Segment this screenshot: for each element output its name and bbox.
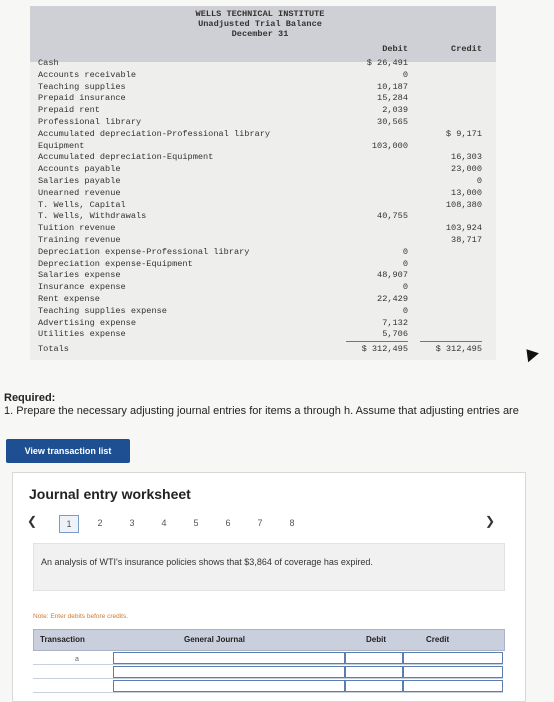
account-name: Salaries payable bbox=[38, 176, 121, 186]
page-tab-3[interactable]: 3 bbox=[129, 518, 135, 528]
general-journal-column-header: General Journal bbox=[184, 635, 245, 644]
credit-column-header: Credit bbox=[426, 635, 450, 644]
transaction-letter: a bbox=[75, 656, 79, 663]
debit-amount: 7,132 bbox=[382, 317, 408, 328]
debit-amount: 103,000 bbox=[371, 140, 408, 151]
debit-amount: 0 bbox=[402, 69, 408, 80]
account-name: Accumulated depreciation-Equipment bbox=[38, 152, 214, 163]
credit-amount: 38,717 bbox=[451, 235, 482, 245]
credit-amount: $ 9,171 bbox=[445, 128, 482, 139]
required-instructions: 1. Prepare the necessary adjusting journal entries for items a through h. Assume that adjusting entries are bbox=[4, 405, 519, 417]
account-name: Accounts payable bbox=[38, 164, 121, 175]
debits-before-credits-note: Note: Enter debits before credits. bbox=[33, 613, 129, 620]
journal-entry-worksheet bbox=[12, 472, 526, 702]
transaction-description-text: An analysis of WTI's insurance policies shows that $3,864 of coverage has expired. bbox=[41, 557, 373, 567]
account-name: Depreciation expense-Equipment bbox=[38, 258, 193, 269]
page-tab-2[interactable]: 2 bbox=[97, 518, 103, 528]
account-name: Teaching supplies bbox=[38, 81, 126, 92]
totals-debit: $ 312,495 bbox=[361, 344, 408, 354]
credit-amount-field[interactable] bbox=[403, 666, 503, 678]
account-name: T. Wells, Withdrawals bbox=[38, 211, 147, 222]
page-tab-1[interactable]: 1 bbox=[59, 515, 79, 533]
page-tab-7[interactable]: 7 bbox=[257, 518, 263, 528]
credit-amount-field[interactable] bbox=[403, 652, 503, 664]
journal-row bbox=[33, 680, 503, 693]
credit-amount: 13,000 bbox=[451, 187, 482, 198]
worksheet-title: Journal entry worksheet bbox=[29, 486, 191, 502]
debit-amount: 0 bbox=[402, 246, 408, 257]
debit-column-header: Debit bbox=[366, 635, 386, 644]
general-journal-account-field[interactable] bbox=[113, 666, 345, 678]
credit-amount-field[interactable] bbox=[403, 680, 503, 692]
page-tab-6[interactable]: 6 bbox=[225, 518, 231, 528]
account-name: Teaching supplies expense bbox=[38, 305, 167, 316]
view-transaction-list-button[interactable]: View transaction list bbox=[6, 439, 130, 463]
credit-header: Credit bbox=[451, 44, 482, 54]
debit-amount: 0 bbox=[402, 258, 408, 269]
journal-row bbox=[33, 666, 503, 679]
credit-amount: 0 bbox=[476, 176, 482, 186]
account-name: Tuition revenue bbox=[38, 223, 116, 234]
debit-amount: 40,755 bbox=[377, 211, 408, 222]
debit-amount: 22,429 bbox=[377, 294, 408, 304]
totals-label: Totals bbox=[38, 344, 69, 354]
account-name: Prepaid rent bbox=[38, 105, 100, 116]
account-name: Insurance expense bbox=[38, 282, 126, 293]
debit-amount: $ 26,491 bbox=[366, 58, 408, 68]
account-name: Unearned revenue bbox=[38, 187, 121, 198]
mouse-cursor-icon bbox=[521, 345, 539, 362]
general-journal-account-field[interactable] bbox=[113, 652, 345, 664]
debit-amount: 0 bbox=[402, 305, 408, 316]
chevron-left-icon[interactable]: ❮ bbox=[27, 514, 38, 528]
credit-amount: 108,380 bbox=[445, 199, 482, 210]
credit-amount: 103,924 bbox=[445, 223, 482, 234]
journal-table-header bbox=[33, 629, 505, 651]
account-name: Prepaid insurance bbox=[38, 93, 126, 104]
credit-amount: 23,000 bbox=[451, 164, 482, 175]
account-name: Utilities expense bbox=[38, 329, 126, 340]
company-name: WELLS TECHNICAL INSTITUTE bbox=[195, 9, 325, 19]
page-tab-8[interactable]: 8 bbox=[289, 518, 295, 528]
debit-amount: 15,284 bbox=[377, 93, 408, 104]
debit-amount: 10,187 bbox=[377, 81, 408, 92]
account-name: Cash bbox=[38, 58, 59, 68]
account-name: Depreciation expense-Professional library bbox=[38, 246, 250, 257]
worksheet-pager bbox=[27, 515, 497, 531]
account-name: Accumulated depreciation-Professional library bbox=[38, 128, 271, 139]
debit-amount-field[interactable] bbox=[345, 666, 403, 678]
chevron-right-icon[interactable]: ❯ bbox=[485, 514, 496, 528]
debit-amount: 2,039 bbox=[382, 105, 408, 116]
journal-row bbox=[33, 652, 503, 665]
account-name: T. Wells, Capital bbox=[38, 199, 126, 210]
debit-header: Debit bbox=[382, 44, 408, 54]
credit-amount: 16,303 bbox=[451, 152, 482, 163]
account-name: Training revenue bbox=[38, 235, 121, 245]
debit-amount: 0 bbox=[402, 282, 408, 293]
page-tab-5[interactable]: 5 bbox=[193, 518, 199, 528]
account-name: Equipment bbox=[38, 140, 85, 151]
trial-balance-subtitle: Unadjusted Trial Balance bbox=[198, 19, 322, 29]
credit-total-rule bbox=[420, 341, 482, 342]
trial-balance-image bbox=[30, 6, 496, 360]
debit-amount: 30,565 bbox=[377, 117, 408, 127]
debit-amount: 48,907 bbox=[377, 270, 408, 281]
debit-amount: 5,706 bbox=[382, 329, 408, 340]
totals-credit: $ 312,495 bbox=[435, 344, 482, 354]
required-heading: Required: bbox=[4, 392, 56, 404]
trial-balance-date: December 31 bbox=[231, 29, 289, 39]
account-name: Salaries expense bbox=[38, 270, 121, 281]
account-name: Professional library bbox=[38, 117, 142, 127]
debit-amount-field[interactable] bbox=[345, 652, 403, 664]
page-tab-4[interactable]: 4 bbox=[161, 518, 167, 528]
account-name: Advertising expense bbox=[38, 317, 136, 328]
debit-amount-field[interactable] bbox=[345, 680, 403, 692]
transaction-description bbox=[33, 543, 505, 591]
general-journal-account-field[interactable] bbox=[113, 680, 345, 692]
debit-total-rule bbox=[346, 341, 408, 342]
transaction-column-header: Transaction bbox=[40, 635, 85, 644]
account-name: Rent expense bbox=[38, 294, 100, 304]
account-name: Accounts receivable bbox=[38, 69, 136, 80]
